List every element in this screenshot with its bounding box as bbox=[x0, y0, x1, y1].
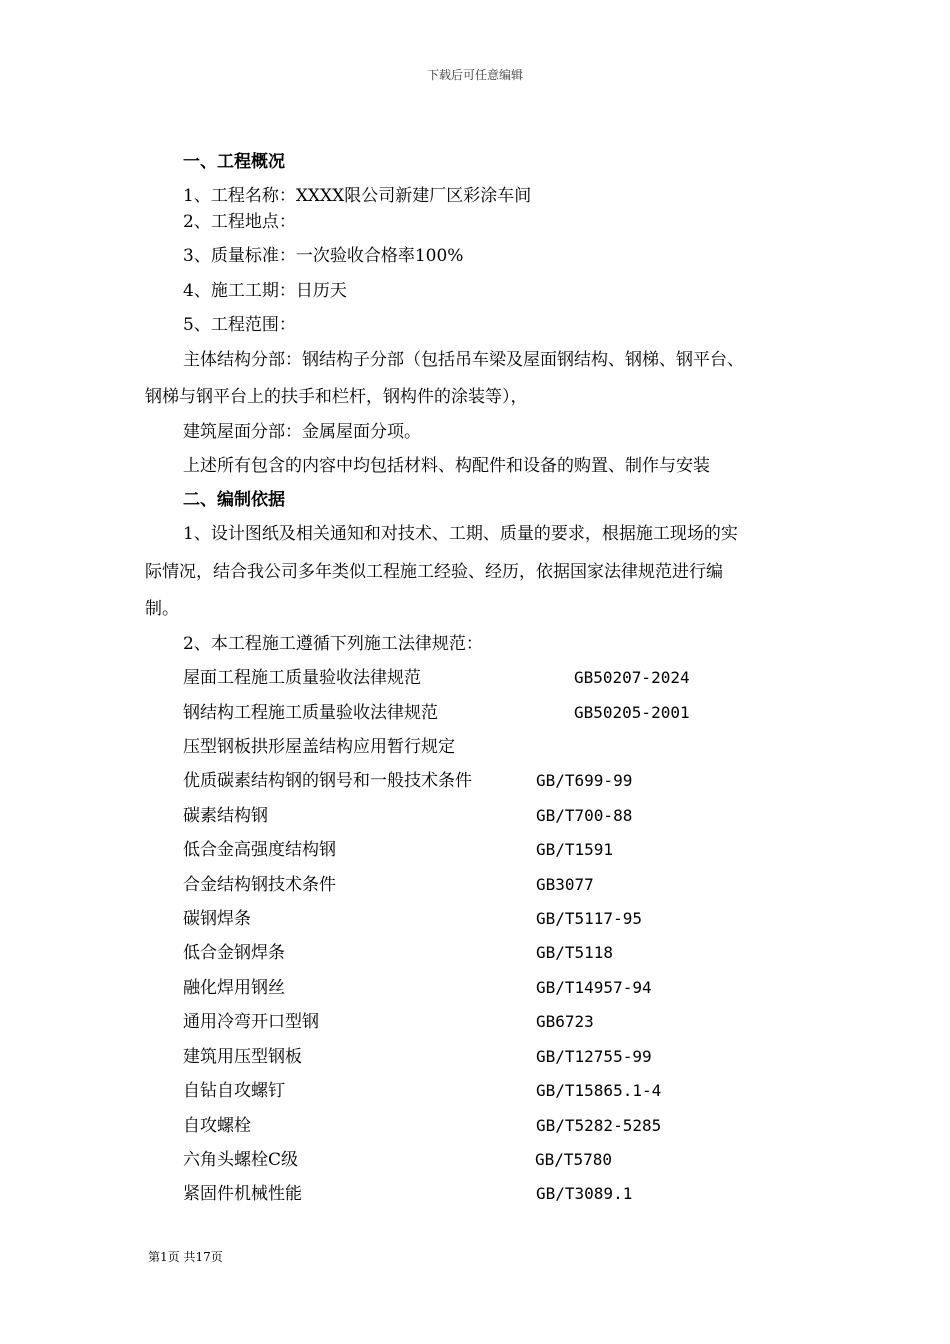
standard-code: GB50207-2024 bbox=[574, 668, 690, 687]
standard-name: 钢结构工程施工质量验收法律规范 bbox=[183, 703, 438, 723]
standard-name: 融化焊用钢丝 bbox=[183, 978, 285, 998]
standard-name: 六角头螺栓C级 bbox=[183, 1150, 299, 1170]
scope-summary-line: 上述所有包含的内容中均包括材料、构配件和设备的购置、制作与安装 bbox=[183, 456, 710, 476]
standard-name: 压型钢板拱形屋盖结构应用暂行规定 bbox=[183, 737, 455, 757]
construction-period-line: 4、施工工期：日历天 bbox=[183, 281, 347, 301]
standard-name: 自钻自攻螺钉 bbox=[183, 1081, 285, 1101]
scope-paragraph-line-1: 主体结构分部：钢结构子分部（包括吊车梁及屋面钢结构、钢梯、钢平台、 bbox=[183, 350, 744, 370]
standard-code: GB6723 bbox=[536, 1012, 594, 1031]
project-name-line: 1、工程名称：XXXX限公司新建厂区彩涂车间 bbox=[183, 186, 532, 206]
section-1-title: 一、工程概况 bbox=[183, 152, 285, 172]
quality-standard-line: 3、质量标准：一次验收合格率100% bbox=[183, 246, 464, 266]
standard-name: 碳素结构钢 bbox=[183, 806, 268, 826]
standard-code: GB/T14957-94 bbox=[536, 978, 652, 997]
standard-name: 碳钢焊条 bbox=[183, 909, 251, 929]
standard-code: GB3077 bbox=[536, 875, 594, 894]
basis-paragraph-line-2: 际情况，结合我公司多年类似工程施工经验、经历，依据国家法律规范进行编 bbox=[145, 562, 723, 582]
standard-name: 低合金高强度结构钢 bbox=[183, 840, 336, 860]
roof-scope-line: 建筑屋面分部：金属屋面分项。 bbox=[183, 422, 421, 442]
standard-name: 自攻螺栓 bbox=[183, 1116, 251, 1136]
standard-code: GB/T699-99 bbox=[536, 771, 633, 790]
standard-name: 通用冷弯开口型钢 bbox=[183, 1012, 319, 1032]
standard-name: 建筑用压型钢板 bbox=[183, 1047, 302, 1067]
standard-name: 合金结构钢技术条件 bbox=[183, 875, 336, 895]
project-scope-line: 5、工程范围： bbox=[183, 315, 296, 335]
standard-code: GB/T15865.1-4 bbox=[536, 1081, 662, 1100]
section-2-title: 二、编制依据 bbox=[183, 490, 285, 510]
standard-name: 低合金钢焊条 bbox=[183, 943, 285, 963]
basis-paragraph-line-3: 制。 bbox=[145, 599, 179, 619]
standard-code: GB/T5117-95 bbox=[536, 909, 642, 928]
standard-code: GB/T1591 bbox=[536, 840, 614, 859]
page-number-footer: 第1页 共17页 bbox=[148, 1250, 223, 1264]
standard-code: GB/T5118 bbox=[536, 943, 614, 962]
standard-name: 紧固件机械性能 bbox=[183, 1184, 302, 1204]
scope-paragraph-line-2: 钢梯与钢平台上的扶手和栏杆，钢构件的涂装等）， bbox=[145, 387, 528, 407]
page-header-note: 下载后可任意编辑 bbox=[426, 68, 523, 82]
standard-code: GB/T3089.1 bbox=[536, 1184, 633, 1203]
standards-intro-line: 2、本工程施工遵循下列施工法律规范： bbox=[183, 634, 483, 654]
basis-paragraph-line-1: 1、设计图纸及相关通知和对技术、工期、质量的要求，根据施工现场的实 bbox=[183, 524, 738, 544]
standard-name: 屋面工程施工质量验收法律规范 bbox=[183, 668, 421, 688]
standard-code: GB/T12755-99 bbox=[536, 1047, 652, 1066]
standard-code: GB/T5780 bbox=[535, 1150, 613, 1169]
standard-code: GB50205-2001 bbox=[574, 703, 690, 722]
standard-code: GB/T700-88 bbox=[536, 806, 633, 825]
project-location-line: 2、工程地点： bbox=[183, 212, 296, 232]
standard-code: GB/T5282-5285 bbox=[536, 1116, 662, 1135]
standard-name: 优质碳素结构钢的钢号和一般技术条件 bbox=[183, 771, 472, 791]
